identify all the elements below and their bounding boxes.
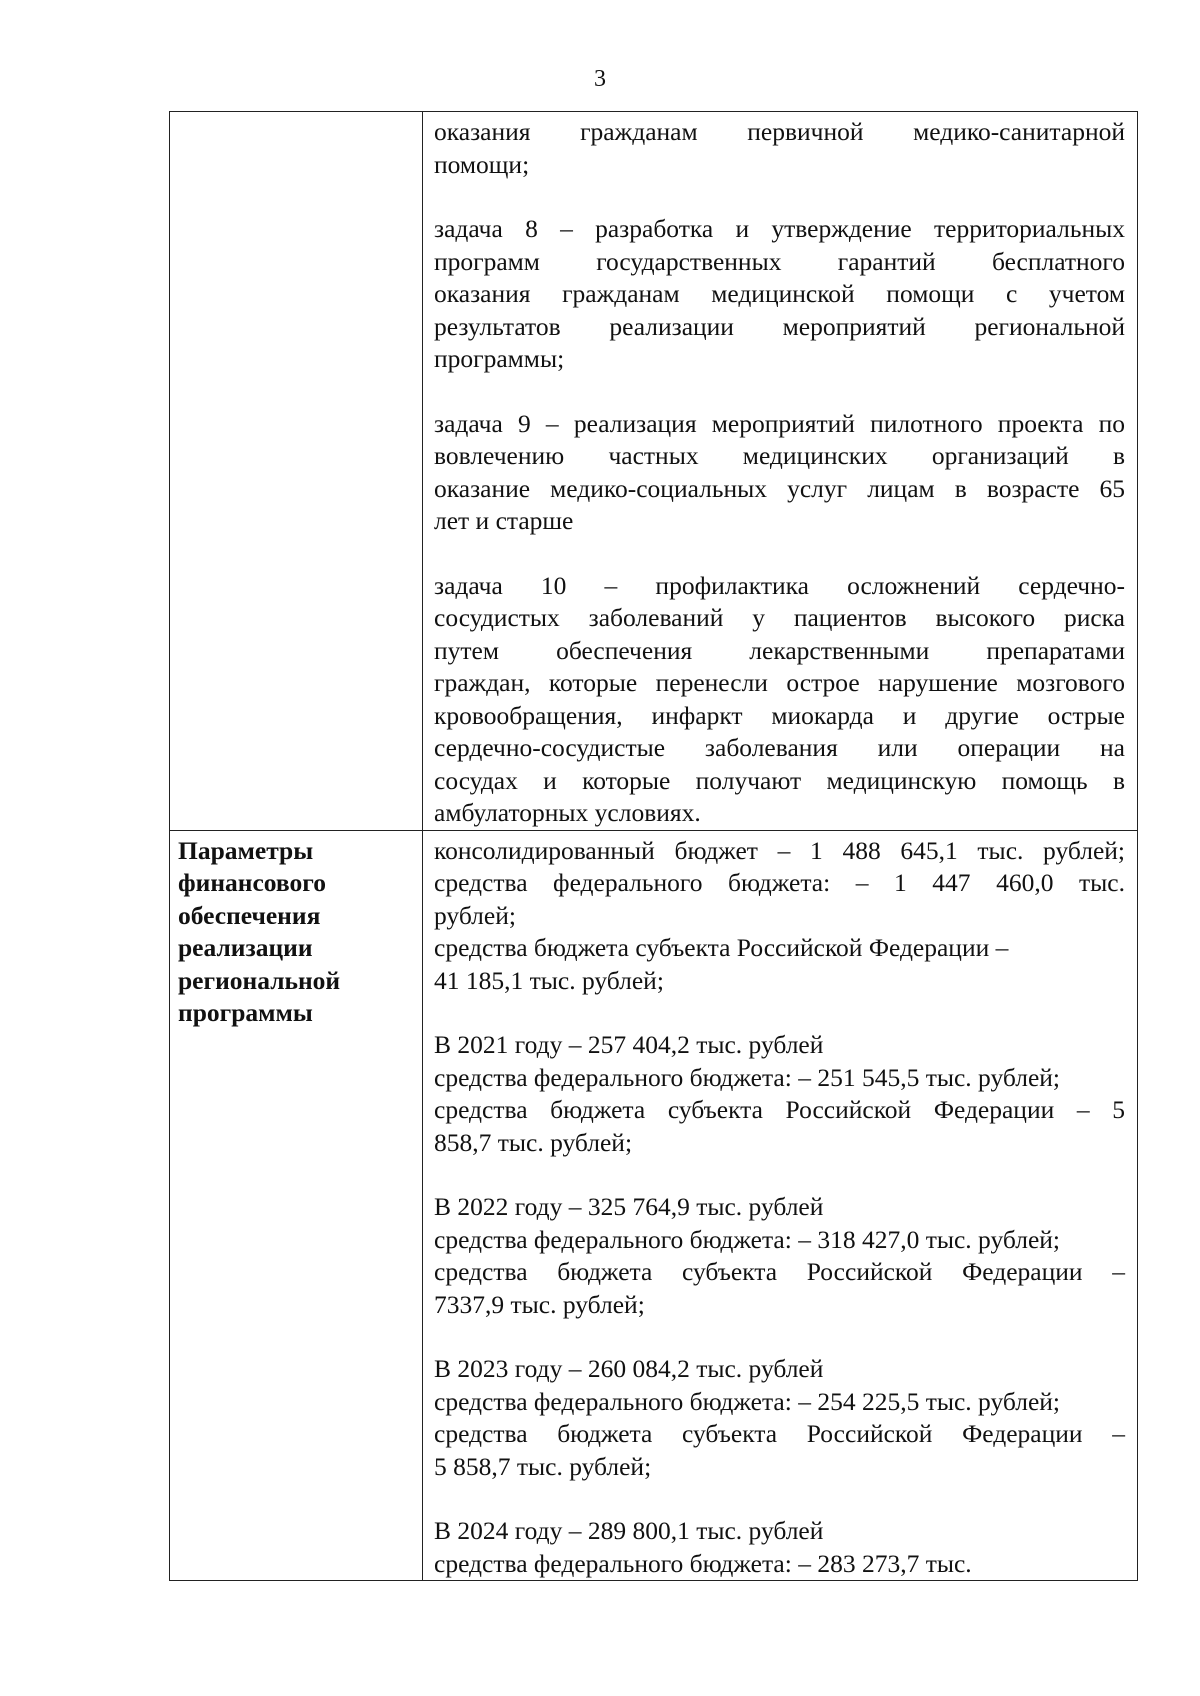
financing-paragraph	[434, 1029, 1125, 1159]
label-line: региональной	[178, 965, 341, 995]
financing-paragraph	[434, 1353, 1125, 1483]
table-row-financing	[170, 830, 1138, 1581]
text-line: средства федерального бюджета: – 254 225,5 тыс. рублей;	[434, 1386, 1060, 1416]
text-line: сердечно-сосудистые заболевания или операции на	[434, 733, 1125, 762]
text-line: вовлечению частных медицинских организаций в	[434, 441, 1125, 470]
text-line: сосудистых заболеваний у пациентов высокого риска	[434, 603, 1125, 632]
text-line: 41 185,1 тыс. рублей;	[434, 965, 664, 995]
text-line: средства федерального бюджета: – 1 447 460,0 тыс.	[434, 868, 1125, 897]
text-line: программ государственных гарантий бесплатного	[434, 246, 1125, 276]
text-line: средства бюджета субъекта Российской Федерации – 5	[434, 1095, 1125, 1124]
text-line: граждан, которые перенесли острое нарушение мозгового	[434, 668, 1125, 697]
text-line: средства бюджета субъекта Российской Федерации –	[434, 933, 1009, 962]
text-line: результатов реализации мероприятий региональной	[434, 311, 1125, 341]
text-line: сосудах и которые получают медицинскую помощь в	[434, 765, 1125, 795]
financing-label-cell	[170, 830, 423, 1581]
page-number: 3	[594, 66, 606, 92]
text-line: В 2022 году – 325 764,9 тыс. рублей	[434, 1192, 824, 1221]
text-line: средства бюджета субъекта Российской Федерации –	[434, 1257, 1125, 1286]
text-line: средства федерального бюджета: – 283 273,7 тыс.	[434, 1548, 972, 1578]
label-line: реализации	[178, 933, 313, 962]
financing-paragraph	[434, 835, 1125, 998]
passport-table	[169, 111, 1138, 1581]
text-line: средства федерального бюджета: – 251 545,5 тыс. рублей;	[434, 1062, 1060, 1092]
text-line: В 2023 году – 260 084,2 тыс. рублей	[434, 1354, 824, 1383]
text-line: задача 8 – разработка и утверждение территориальных	[434, 214, 1125, 243]
text-line: 5 858,7 тыс. рублей;	[434, 1451, 652, 1481]
text-line: В 2021 году – 257 404,2 тыс. рублей	[434, 1030, 824, 1059]
label-line: финансового	[178, 868, 326, 897]
financing-paragraph	[434, 1191, 1125, 1321]
text-line: 7337,9 тыс. рублей;	[434, 1289, 645, 1319]
task-paragraph	[434, 116, 1125, 181]
text-line: программы;	[434, 344, 565, 373]
task-paragraph	[434, 408, 1125, 538]
text-line: лет и старше	[434, 506, 574, 535]
tasks-cell	[423, 112, 1138, 831]
text-line: помощи;	[434, 149, 530, 179]
text-line: задача 10 – профилактика осложнений сердечно-	[434, 570, 1125, 600]
text-line: В 2024 году – 289 800,1 тыс. рублей	[434, 1516, 824, 1545]
text-line: кровообращения, инфаркт миокарда и другие острые	[434, 700, 1125, 730]
label-line: Параметры	[178, 835, 314, 865]
text-line: путем обеспечения лекарственными препаратами	[434, 635, 1125, 665]
label-line: программы	[178, 998, 313, 1027]
table-row-tasks	[170, 112, 1138, 831]
text-line: 858,7 тыс. рублей;	[434, 1127, 633, 1157]
text-line: консолидированный бюджет – 1 488 645,1 тыс. рублей;	[434, 835, 1125, 865]
task-paragraph	[434, 570, 1125, 830]
text-line: задача 9 – реализация мероприятий пилотного проекта по	[434, 408, 1125, 438]
text-line: оказание медико-социальных услуг лицам в возрасте 65	[434, 473, 1125, 503]
text-line: оказания гражданам медицинской помощи с учетом	[434, 279, 1125, 308]
financing-paragraph	[434, 1515, 1125, 1580]
financing-cell	[423, 830, 1138, 1581]
task-paragraph	[434, 213, 1125, 376]
text-line: рублей;	[434, 900, 516, 930]
empty-label-cell	[170, 112, 423, 831]
label-line: обеспечения	[178, 900, 321, 930]
text-line: оказания гражданам первичной медико-санитарной	[434, 117, 1125, 146]
text-line: амбулаторных условиях.	[434, 798, 701, 827]
text-line: средства бюджета субъекта Российской Федерации –	[434, 1419, 1125, 1448]
text-line: средства федерального бюджета: – 318 427,0 тыс. рублей;	[434, 1224, 1060, 1254]
